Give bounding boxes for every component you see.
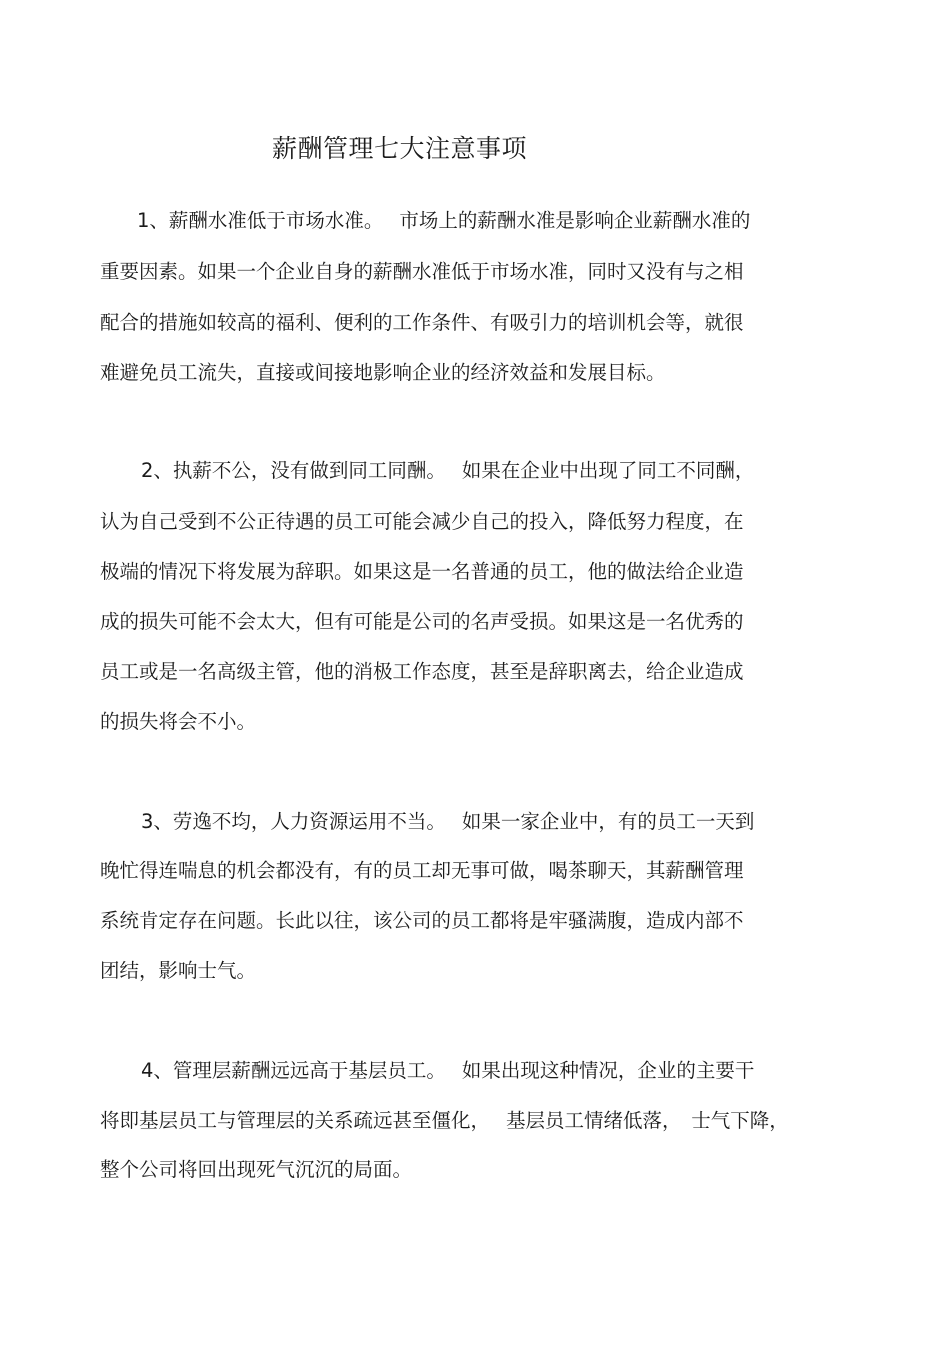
section-2-line-3: 极端的情况下将发展为辞职。如果这是一名普通的员工，他的做法给企业造 <box>100 560 744 583</box>
section-2-line-6: 的损失将会不小。 <box>100 710 257 733</box>
section-1-line-1: 1、薪酬水准低于市场水准。 市场上的薪酬水准是影响企业薪酬水准的 <box>137 209 751 232</box>
section-1-line-2: 重要因素。如果一个企业自身的薪酬水准低于市场水准，同时又没有与之相 <box>100 260 744 283</box>
section-3-line-4: 团结，影响士气。 <box>100 959 257 982</box>
section-2-line-1: 2、执薪不公，没有做到同工同酬。 如果在企业中出现了同工不同酬， <box>141 459 755 482</box>
section-4-line-2: 将即基层员工与管理层的关系疏远甚至僵化， 基层员工情绪低落， 士气下降， <box>100 1109 789 1132</box>
section-3-line-2: 晚忙得连喘息的机会都没有，有的员工却无事可做，喝茶聊天，其薪酬管理 <box>100 859 744 882</box>
section-4-line-3: 整个公司将回出现死气沉沉的局面。 <box>100 1158 413 1181</box>
section-1-line-4: 难避免员工流失，直接或间接地影响企业的经济效益和发展目标。 <box>100 361 666 384</box>
section-1-line-3: 配合的措施如较高的福利、便利的工作条件、有吸引力的培训机会等，就很 <box>100 311 744 334</box>
section-2-line-2: 认为自己受到不公正待遇的员工可能会减少自己的投入，降低努力程度，在 <box>100 510 744 533</box>
section-3-line-1: 3、劳逸不均，人力资源运用不当。 如果一家企业中，有的员工一天到 <box>141 810 755 833</box>
document-title: 薪酬管理七大注意事项 <box>272 134 528 163</box>
section-2-line-5: 员工或是一名高级主管，他的消极工作态度，甚至是辞职离去，给企业造成 <box>100 660 744 683</box>
section-4-line-1: 4、管理层薪酬远远高于基层员工。 如果出现这种情况，企业的主要干 <box>141 1059 755 1082</box>
section-2-line-4: 成的损失可能不会太大，但有可能是公司的名声受损。如果这是一名优秀的 <box>100 610 744 633</box>
section-3-line-3: 系统肯定存在问题。长此以往，该公司的员工都将是牢骚满腹，造成内部不 <box>100 909 744 932</box>
